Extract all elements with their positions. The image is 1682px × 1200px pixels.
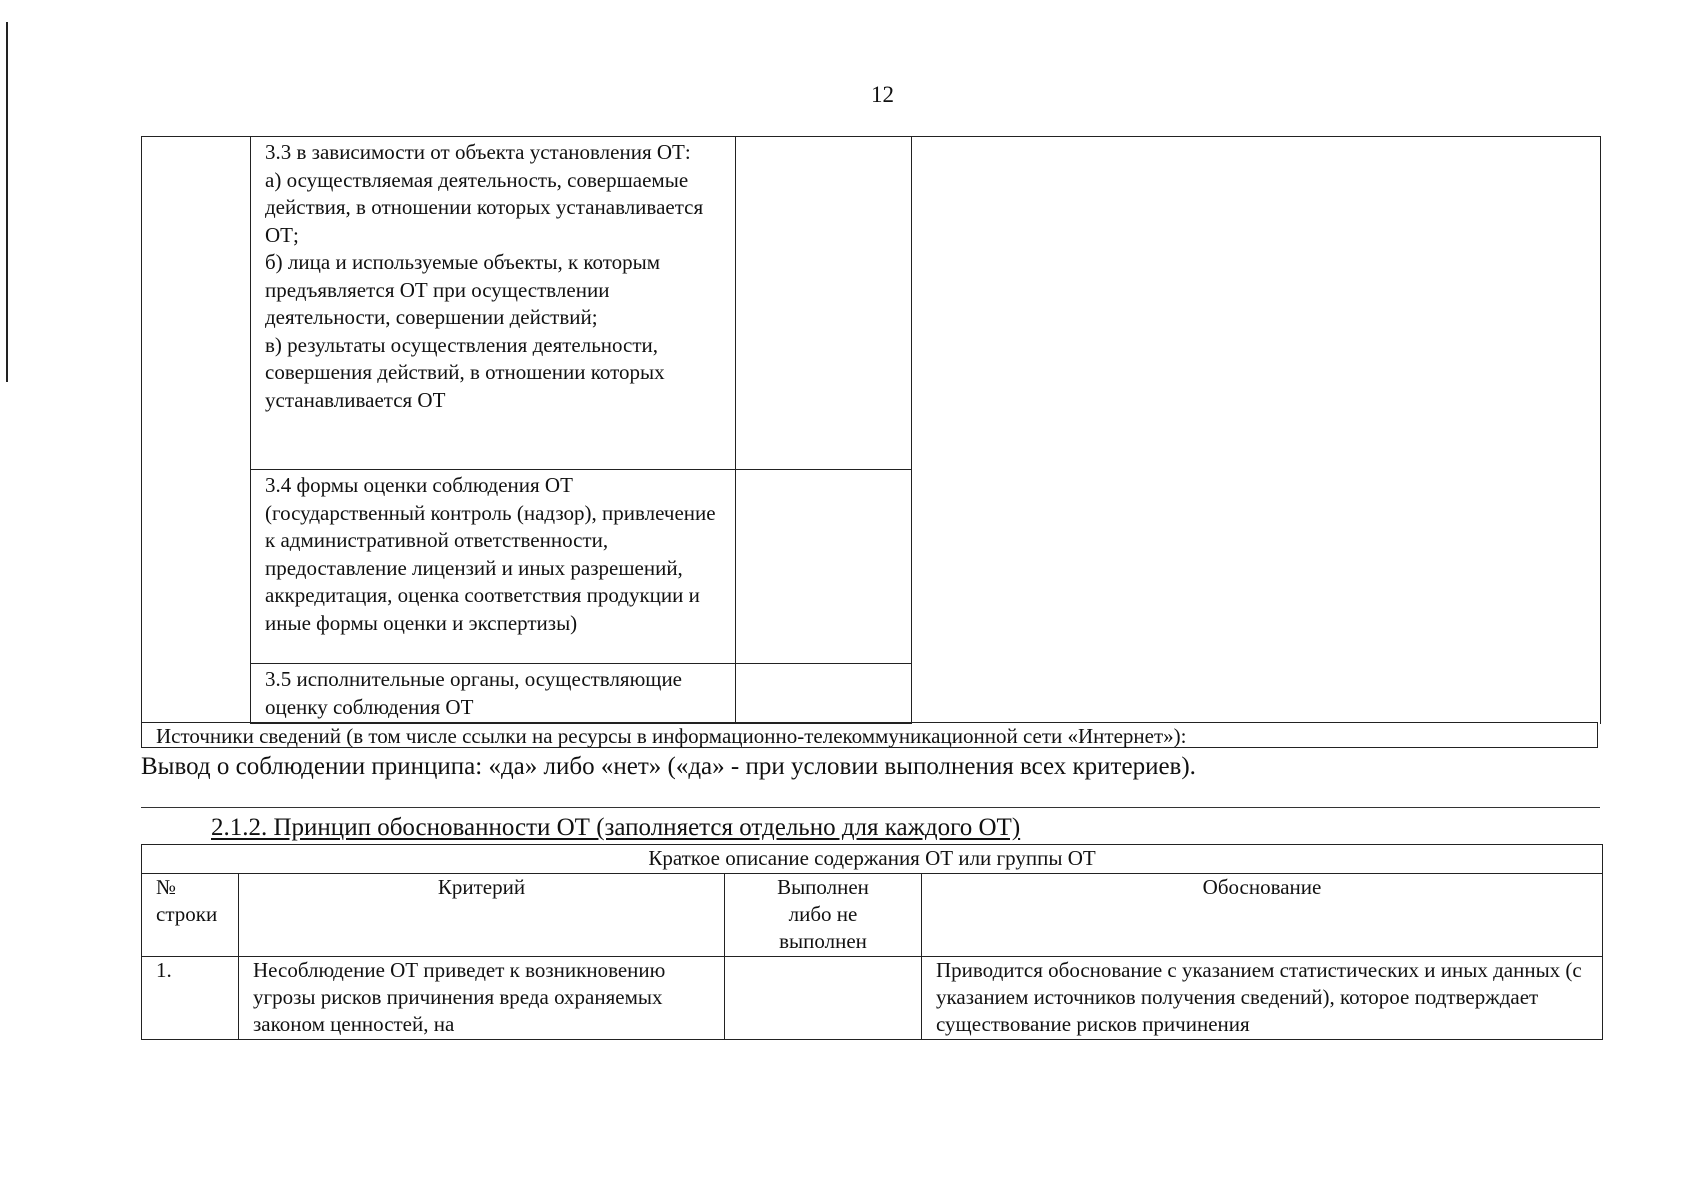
scan-edge-line [6, 22, 8, 382]
left-blank-column [142, 137, 251, 724]
divider-line [141, 807, 1600, 808]
justification-table [141, 844, 1603, 1040]
criterion-3-5-value [736, 664, 912, 724]
row-justification: Приводится обоснование с указанием статистических и иных данных (с указанием источников получения сведений), которое подтверждает существование рисков причинения [922, 957, 1603, 1040]
conclusion-text: Вывод о соблюдении принципа: «да» либо «нет» («да» - при условии выполнения всех критериев). [141, 753, 1196, 780]
section-title: 2.1.2. Принцип обоснованности ОТ (заполняется отдельно для каждого ОТ) [211, 814, 1021, 841]
header-criterion: Критерий [239, 874, 725, 957]
criterion-3-5: 3.5 исполнительные органы, осуществляющие оценку соблюдения ОТ [251, 664, 736, 724]
criterion-3-4-value [736, 470, 912, 664]
header-row-number: № строки [142, 874, 239, 957]
header-status: Выполнен либо не выполнен [725, 874, 922, 957]
criterion-3-3: 3.3 в зависимости от объекта установления ОТ: а) осуществляемая деятельность, совершаемые действия, в отношении которых устанавливается ОТ; б) лица и используемые объекты, к которым предъявляется ОТ при осуществлении деятельности, совершении действий; в) результаты осуществления деятельности, совершения действий, в отношении которых устанавливается ОТ [251, 137, 736, 470]
page-number: 12 [871, 82, 894, 107]
row-status [725, 957, 922, 1040]
header-justification: Обоснование [922, 874, 1603, 957]
criterion-3-3-value [736, 137, 912, 470]
table-caption: Краткое описание содержания ОТ или группы ОТ [142, 845, 1603, 874]
row-number: 1. [142, 957, 239, 1040]
criteria-table-continued [141, 136, 1601, 724]
table-row [142, 957, 1603, 1040]
row-criterion: Несоблюдение ОТ приведет к возникновению угрозы рисков причинения вреда охраняемых законом ценностей, на [239, 957, 725, 1040]
right-blank-column [912, 137, 1601, 724]
sources-row: Источники сведений (в том числе ссылки на ресурсы в информационно-телекоммуникационной сети «Интернет»): [141, 722, 1598, 748]
criterion-3-4: 3.4 формы оценки соблюдения ОТ (государственный контроль (надзор), привлечение к административной ответственности, предоставление лицензий и иных разрешений, аккредитация, оценка соответствия продукции и иные формы оценки и экспертизы) [251, 470, 736, 664]
